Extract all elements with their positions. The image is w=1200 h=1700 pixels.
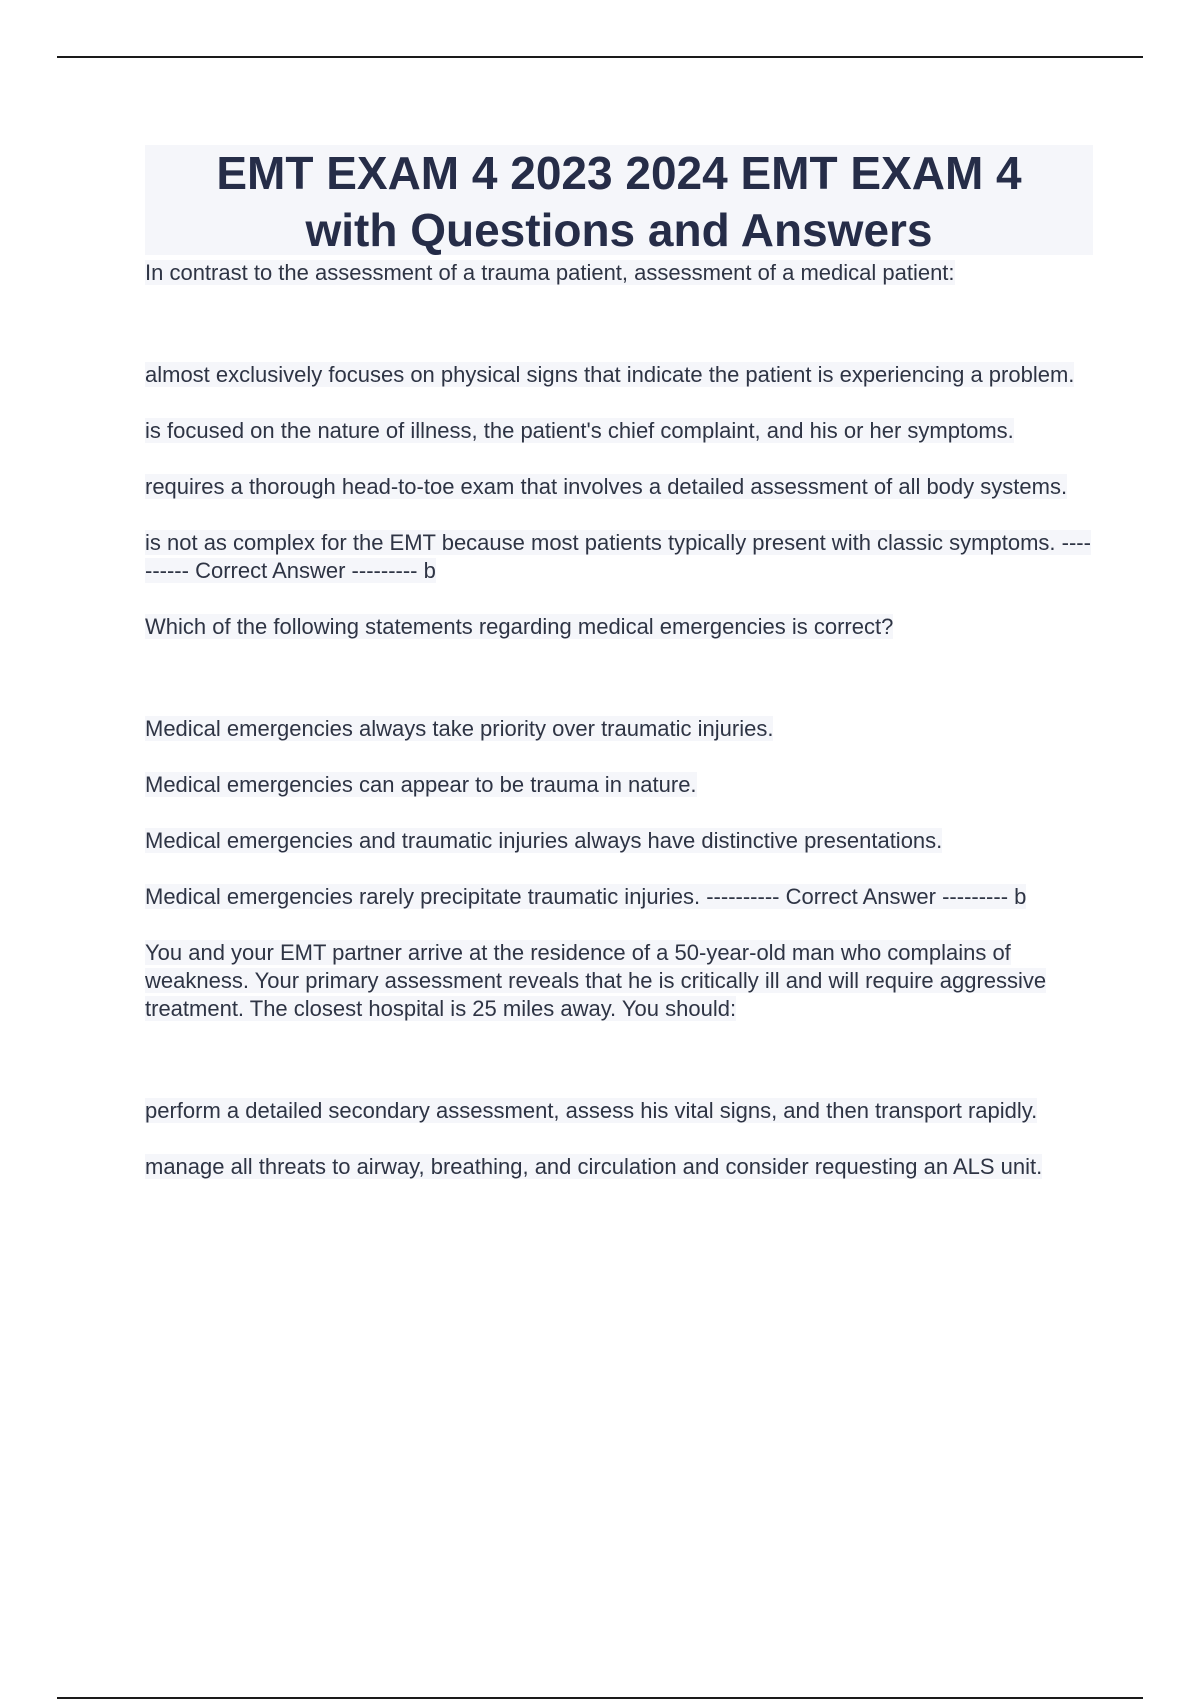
question-1-prompt: In contrast to the assessment of a trauma patient, assessment of a medical patient: [145,260,955,285]
title-line-2: with Questions and Answers [305,204,933,256]
question-2-option-a: Medical emergencies always take priority over traumatic injuries. [145,716,774,741]
title-line-1: EMT EXAM 4 2023 2024 EMT EXAM 4 [216,147,1022,199]
question-2-option-c: Medical emergencies and traumatic injuries always have distinctive presentations. [145,828,943,853]
question-1-option-a: almost exclusively focuses on physical signs that indicate the patient is experiencing a problem. [145,362,1075,387]
question-1-option-b: is focused on the nature of illness, the patient's chief complaint, and his or her symptoms. [145,418,1014,443]
page-content [145,145,1093,1181]
question-2-option-b: Medical emergencies can appear to be trauma in nature. [145,772,697,797]
question-1-option-c: requires a thorough head-to-toe exam that involves a detailed assessment of all body systems. [145,474,1068,499]
document-title [145,145,1093,255]
top-rule [57,56,1143,58]
question-2-option-d: Medical emergencies rarely precipitate traumatic injuries. ---------- Correct Answer --------- b [145,884,1027,909]
question-2-prompt: Which of the following statements regarding medical emergencies is correct? [145,614,894,639]
question-1-option-d: is not as complex for the EMT because most patients typically present with classic symptoms. ---------- Correct Answer --------- b [145,530,1091,583]
question-3-prompt: You and your EMT partner arrive at the residence of a 50-year-old man who complains of weakness. Your primary assessment reveals that he is critically ill and will require aggressive treatment. The closest hospital is 25 miles away. You should: [145,940,1047,1021]
question-3-option-a: perform a detailed secondary assessment, assess his vital signs, and then transport rapidly. [145,1098,1038,1123]
bottom-rule [57,1697,1143,1699]
question-3-option-b: manage all threats to airway, breathing, and circulation and consider requesting an ALS unit. [145,1154,1043,1179]
